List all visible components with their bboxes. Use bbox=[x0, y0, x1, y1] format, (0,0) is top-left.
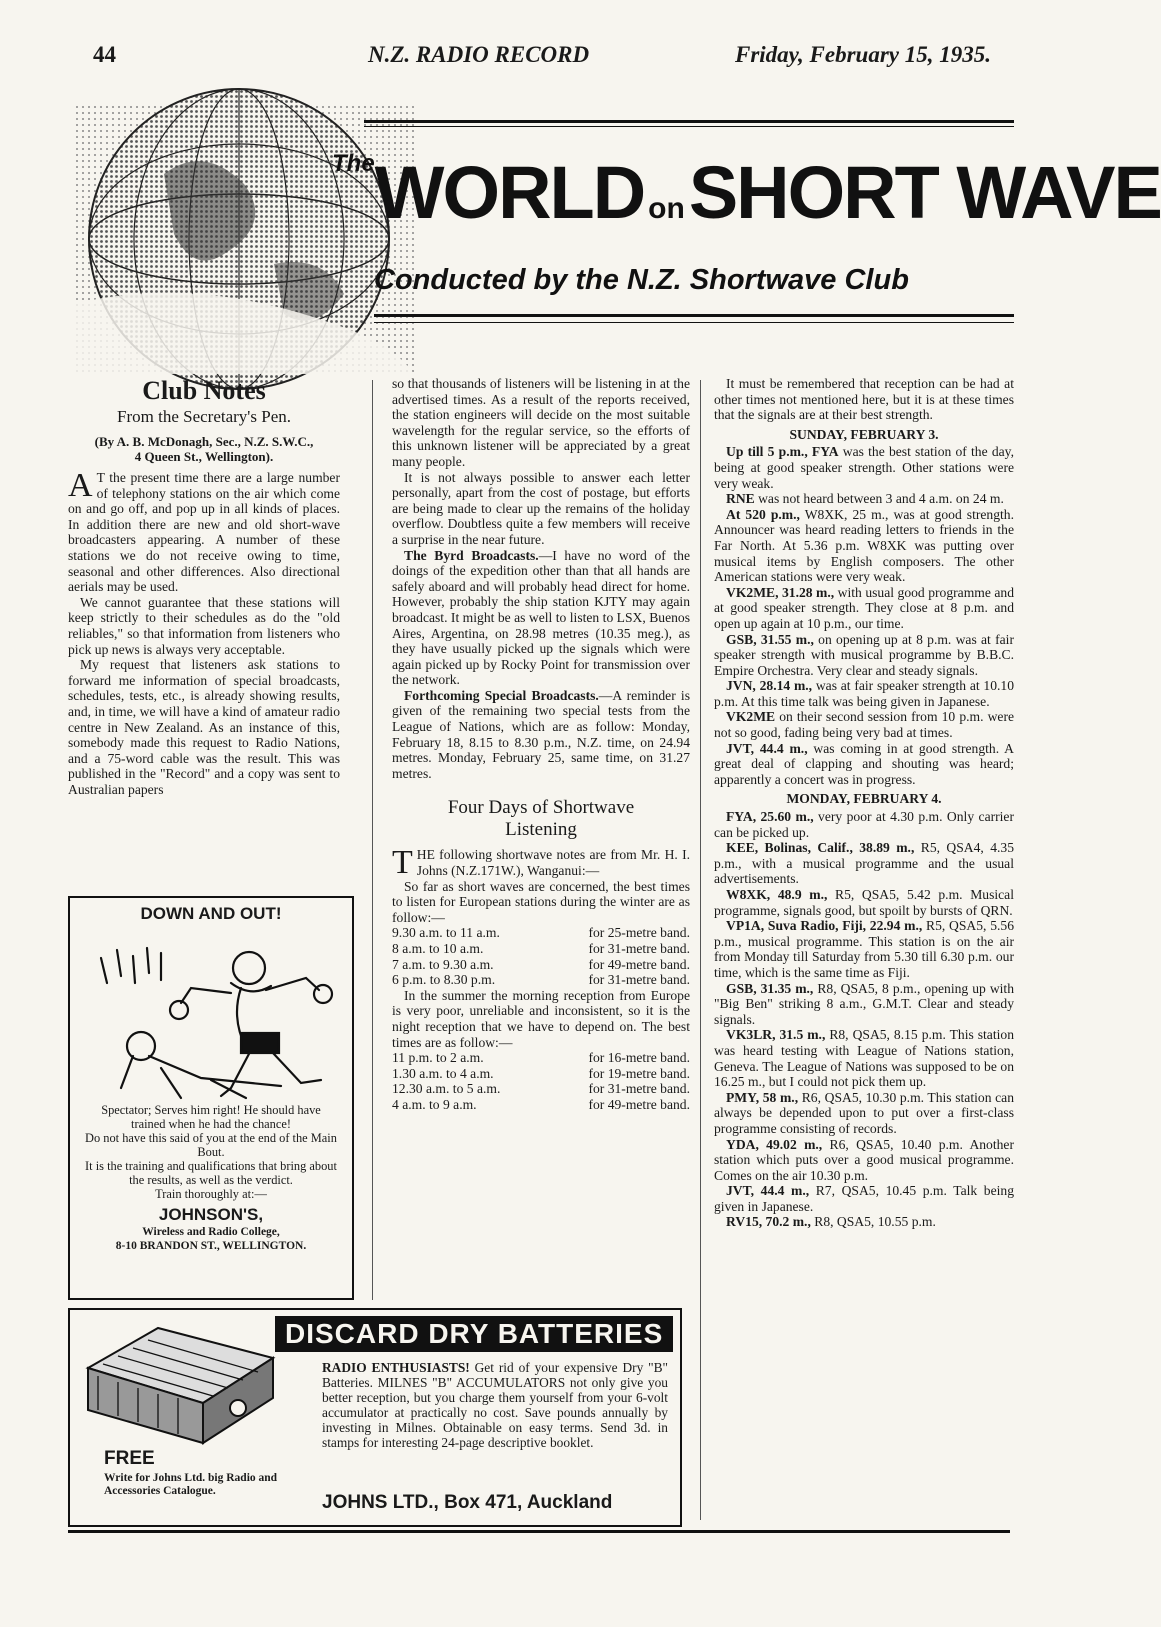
station-report bbox=[714, 981, 1014, 1028]
station-lead: W8XK, 48.9 m., bbox=[726, 887, 828, 902]
section-banner bbox=[74, 104, 1161, 374]
time-range: 7 a.m. to 9.30 a.m. bbox=[392, 956, 494, 972]
station-text: on opening up at 8 p.m. was at fair speaker strength with musical programme by B.B.C. Empire Orchestra. Very clear and steady signals. bbox=[714, 631, 1014, 678]
table-row bbox=[392, 1097, 690, 1113]
ad-caption-2: Do not have this said of you at the end of the Main Bout. bbox=[85, 1131, 337, 1159]
ad-line-1: Wireless and Radio College, bbox=[142, 1226, 280, 1238]
byrd-broadcasts-paragraph bbox=[392, 548, 690, 688]
drop-cap: T bbox=[392, 844, 413, 882]
time-range: 6 p.m. to 8.30 p.m. bbox=[392, 972, 496, 988]
station-text: R6, QSA5, 10.40 p.m. Another station which puts over a good musical programme. Comes on the air 10.30 p.m. bbox=[714, 1136, 1014, 1183]
banner-title-on: on bbox=[648, 192, 685, 225]
globe-illustration bbox=[74, 104, 1014, 374]
station-lead: VK2ME bbox=[726, 709, 776, 725]
column-divider bbox=[372, 380, 373, 1300]
station-text: R5, QSA5, 5.56 p.m., musical programme. This station is on the air from Monday till Saturday from 5.30 till 6.30 p.m. our time, which is the same time as Fiji. bbox=[714, 918, 1014, 980]
station-lead: At 520 p.m., bbox=[726, 506, 800, 522]
time-range: 4 a.m. to 9 a.m. bbox=[392, 1096, 477, 1112]
column-divider bbox=[700, 380, 701, 1520]
band: for 49-metre band. bbox=[588, 1096, 690, 1112]
station-text: was the best station of the day, being at good speaker strength. Other stations were very weak. bbox=[714, 444, 1014, 491]
station-report bbox=[714, 1090, 1014, 1137]
column-3 bbox=[714, 376, 1014, 1230]
station-report bbox=[714, 709, 1014, 740]
station-text: R8, QSA5, 8 p.m., opening up with "Big Ben" striking 8 a.m., G.M.T. Clear and steady signals. bbox=[714, 980, 1015, 1027]
table-row bbox=[392, 1081, 690, 1097]
club-notes-paragraph-4: so that thousands of listeners will be listening in at the advertised times. As a result of the reports received, the station engineers will decide on the most suitable wavelength for the regular service, so the efforts of this unknown listener will be appreciated by a great many people. bbox=[392, 376, 690, 469]
band: for 49-metre band. bbox=[588, 956, 690, 972]
station-text: was not heard between 3 and 4 a.m. on 24 m. bbox=[754, 491, 1004, 507]
drop-cap: A bbox=[68, 467, 93, 504]
station-lead: JVT, 44.4 m., bbox=[726, 1183, 810, 1199]
four-days-paragraph-2: So far as short waves are concerned, the best times to listen for European stations during the winter are as follow:— bbox=[392, 878, 690, 925]
station-lead: JVT, 44.4 m., bbox=[726, 740, 808, 756]
station-report bbox=[714, 444, 1014, 491]
station-text: was at fair speaker strength at 10.10 p.m. At this time talk was being given in Japanese. bbox=[714, 678, 1014, 709]
station-text: was coming in at good strength. A great deal of clapping and shouting was heard; apparently a concert was in progress. bbox=[714, 740, 1014, 787]
table-row bbox=[392, 941, 690, 957]
table-row bbox=[392, 957, 690, 973]
monday-heading: MONDAY, FEBRUARY 4. bbox=[786, 791, 942, 807]
sunday-reports bbox=[714, 444, 1014, 787]
station-lead: KEE, Bolinas, Calif., 38.89 m., bbox=[726, 840, 915, 856]
station-lead: PMY, 58 m., bbox=[726, 1089, 799, 1105]
accumulator-illustration bbox=[78, 1318, 278, 1448]
station-text: very poor at 4.30 p.m. Only carrier can be picked up. bbox=[714, 809, 1014, 840]
winter-times-table bbox=[392, 925, 690, 987]
band: for 25-metre band. bbox=[588, 925, 690, 941]
station-report bbox=[714, 1137, 1014, 1184]
ad-caption-1: Spectator; Serves him right! He should have trained when he had the chance! bbox=[101, 1103, 321, 1131]
ad-caption-3: It is the training and qualifications that bring about the results, as well as the verdict. bbox=[85, 1159, 337, 1187]
station-text: R5, QSA5, 5.42 p.m. Musical programme, signals good, but spoilt by bursts of QRN. bbox=[714, 887, 1014, 918]
station-text: R8, QSA5, 10.55 p.m. bbox=[810, 1214, 936, 1230]
station-text: R7, QSA5, 10.45 p.m. Talk being given in Japanese. bbox=[714, 1183, 1014, 1214]
station-report bbox=[714, 632, 1014, 679]
forthcoming-heading: Forthcoming Special Broadcasts. bbox=[404, 687, 599, 703]
time-range: 11 p.m. to 2 a.m. bbox=[392, 1050, 484, 1066]
time-range: 1.30 a.m. to 4 a.m. bbox=[392, 1065, 494, 1081]
table-row bbox=[392, 925, 690, 941]
club-notes-paragraph-1 bbox=[68, 467, 340, 595]
station-text: W8XK, 25 m., was at good strength. Announcer was heard reading letters to friends in the Far North. At 5.36 p.m. W8XK was putting over musical items by English composers. The other American stations were very weak. bbox=[714, 506, 1014, 585]
club-notes-byline-1: (By A. B. McDonagh, Sec., N.Z. S.W.C., bbox=[94, 434, 314, 449]
byrd-text: —I have no word of the doings of the expedition other than that all hands are safely aboard and will probably head direct for home. However, probably the ship station KJTY may again broadcast. It might be as well to listen to LSX, Buenos Aires, Argentina, on 28.98 metres (10.35 meg.), as they have usually picked up the signals which were again picked up by Rocky Point for transmission over the network. bbox=[392, 547, 690, 688]
station-lead: Up till 5 p.m., FYA bbox=[726, 444, 839, 460]
publication-title: N.Z. RADIO RECORD bbox=[368, 42, 590, 67]
johns-ltd-advertisement bbox=[68, 1308, 682, 1527]
station-lead: YDA, 49.02 m., bbox=[726, 1136, 823, 1152]
station-text: R8, QSA5, 8.15 p.m. This station was heard testing with League of Nations station, Geneva. The League of Nations was supposed to be on 16.25 m., but I could not pick them up. bbox=[714, 1027, 1014, 1090]
paragraph-text: T the present time there are a large number of telephony stations on the air which come on and go off, and pop up in all kinds of places. In addition there are new and old short-wave broadcasters appearing. A number of these stations we do not receive owing to time, seasonal and other differences. Also directional aerials may be used. bbox=[68, 470, 340, 595]
ad-line-2: 8-10 BRANDON ST., WELLINGTON. bbox=[115, 1240, 307, 1252]
banner-title-the: The bbox=[332, 150, 375, 177]
forthcoming-text: —A reminder is given of the remaining two special tests from the League of Nations, which are as follow: Monday, February 18, 8.15 to 8.30 p.m., N.Z. time, on 24.94 metres. Monday, February 25, same time, on 31.27 metres. bbox=[392, 687, 690, 781]
station-lead: VP1A, Suva Radio, Fiji, 22.94 m., bbox=[726, 918, 923, 934]
station-lead: FYA, 25.60 m., bbox=[726, 809, 814, 825]
band: for 31-metre band. bbox=[588, 1081, 690, 1097]
time-range: 12.30 a.m. to 5 a.m. bbox=[392, 1081, 501, 1097]
ad-body-text: Get rid of your expensive Dry "B" Batteries. MILNES "B" ACCUMULATORS not only give you better reception, but you charge them yourself from your 6-volt accumulator at practically no cost. Save pounds annually by investing in Milnes. Obtainable on easy terms. Send 3d. in stamps for interesting 24-page descriptive booklet. bbox=[322, 1360, 669, 1450]
banner-title-world: WORLD bbox=[374, 151, 645, 234]
table-row bbox=[392, 1050, 690, 1066]
station-report bbox=[714, 507, 1014, 585]
column-1 bbox=[68, 376, 340, 797]
station-lead: JVN, 28.14 m., bbox=[726, 678, 813, 694]
station-text: R6, QSA5, 10.30 p.m. This station can always be depended upon to put over a first-class programme consisting of records. bbox=[714, 1089, 1014, 1136]
station-report bbox=[714, 585, 1014, 632]
station-report bbox=[714, 840, 1014, 887]
col3-intro: It must be remembered that reception can be had at other times not mentioned here, but it is at these times that the signals are at their best strength. bbox=[714, 376, 1014, 423]
time-range: 8 a.m. to 10 a.m. bbox=[392, 941, 484, 956]
table-row bbox=[392, 1066, 690, 1082]
club-notes-byline-2: 4 Queen St., Wellington). bbox=[134, 449, 274, 464]
band: for 19-metre band. bbox=[588, 1065, 690, 1081]
forthcoming-paragraph bbox=[392, 688, 690, 782]
station-lead: RV15, 70.2 m., bbox=[726, 1214, 811, 1230]
ad-footer: JOHNS LTD., Box 471, Auckland bbox=[322, 1492, 613, 1513]
station-lead: RNE bbox=[726, 491, 755, 507]
monday-reports bbox=[714, 809, 1014, 1230]
station-report bbox=[714, 918, 1014, 980]
station-report bbox=[714, 1214, 1014, 1230]
banner-title bbox=[332, 150, 1161, 235]
time-range: 9.30 a.m. to 11 a.m. bbox=[392, 925, 500, 941]
page-number: 44 bbox=[93, 42, 116, 67]
banner-subtitle: Conducted by the N.Z. Shortwave Club bbox=[374, 264, 909, 296]
station-report bbox=[714, 741, 1014, 788]
boxing-cartoon-illustration bbox=[81, 928, 341, 1103]
club-notes-title: Club Notes bbox=[142, 376, 266, 405]
station-report bbox=[714, 1183, 1014, 1214]
club-notes-paragraph-5: It is not always possible to answer each letter personally, apart from the cost of postage, but efforts are being made to clear up the remains of the holiday overflow. Doubtless quite a few members will receive a surprise in the near future. bbox=[392, 469, 690, 547]
station-lead: GSB, 31.55 m., bbox=[726, 631, 814, 647]
club-notes-paragraph-2: We cannot guarantee that these stations will keep strictly to their schedules as do the "old reliables," so that information from listeners who pick up news is always very acceptable. bbox=[68, 594, 340, 657]
four-days-title-1: Four Days of Shortwave bbox=[447, 797, 635, 819]
station-text: with usual good programme and at good speaker strength. They close at 8 p.m. and open up again at 10 p.m., our time. bbox=[714, 584, 1014, 631]
station-report bbox=[714, 678, 1014, 709]
four-days-paragraph-1 bbox=[392, 844, 690, 882]
four-days-paragraph-3: In the summer the morning reception from Europe is very poor, unreliable and inconsistent, so it is the night reception that we have to depend on. The best times are as follow:— bbox=[392, 987, 690, 1050]
station-lead: VK3LR, 31.5 m., bbox=[726, 1027, 826, 1043]
column-2 bbox=[392, 376, 690, 1113]
station-report bbox=[714, 887, 1014, 918]
table-row bbox=[392, 972, 690, 988]
johnsons-advertisement bbox=[68, 896, 354, 1300]
ad-caption-4: Train thoroughly at:— bbox=[155, 1187, 267, 1201]
byrd-heading: The Byrd Broadcasts. bbox=[404, 547, 539, 563]
club-notes-subtitle: From the Secretary's Pen. bbox=[117, 407, 291, 426]
station-report bbox=[714, 1027, 1014, 1089]
sunday-heading: SUNDAY, FEBRUARY 3. bbox=[789, 426, 939, 442]
station-text: on their second session from 10 p.m. were not so good, fading being very bad at times. bbox=[714, 709, 1014, 741]
ad-body bbox=[322, 1360, 668, 1450]
station-report bbox=[714, 491, 1014, 507]
issue-date: Friday, February 15, 1935. bbox=[735, 42, 991, 67]
bottom-rule bbox=[68, 1530, 1010, 1533]
club-notes-paragraph-3: My request that listeners ask stations to forward me information of special broadcasts, schedules, tests, etc., is already showing results, and, in time, we will have a kind of amateur radio centre in New Zealand. As an instance of this, somebody made this request to Radio Nations, and a 75-word cable was the result. This was published in the "Record" and a copy was sent to Australian papers bbox=[68, 657, 340, 797]
ad-headline: DISCARD DRY BATTERIES bbox=[275, 1316, 673, 1352]
ad-free-label: FREE bbox=[104, 1448, 155, 1469]
band: for 16-metre band. bbox=[588, 1050, 690, 1066]
band: for 31-metre band. bbox=[588, 941, 690, 956]
banner-title-shortwave: SHORT WAVE bbox=[688, 151, 1161, 234]
band: for 31-metre band. bbox=[588, 972, 690, 988]
station-lead: VK2ME, 31.28 m., bbox=[726, 584, 835, 600]
paragraph-text: HE following shortwave notes are from Mr. H. I. Johns (N.Z.171W.), Wanganui:— bbox=[416, 847, 690, 879]
four-days-title-2: Listening bbox=[505, 819, 577, 841]
ad-body-lead: RADIO ENTHUSIASTS! bbox=[322, 1360, 470, 1375]
station-report bbox=[714, 809, 1014, 840]
ad-name: JOHNSON'S, bbox=[158, 1205, 264, 1224]
ad-headline: DOWN AND OUT! bbox=[140, 904, 282, 923]
ad-free-text: Write for Johns Ltd. big Radio and Accessories Catalogue. bbox=[104, 1472, 278, 1497]
station-lead: GSB, 31.35 m., bbox=[726, 980, 814, 996]
summer-times-table bbox=[392, 1050, 690, 1112]
station-text: R5, QSA4, 4.35 p.m., with a musical programme and the usual advertisements. bbox=[714, 840, 1014, 887]
